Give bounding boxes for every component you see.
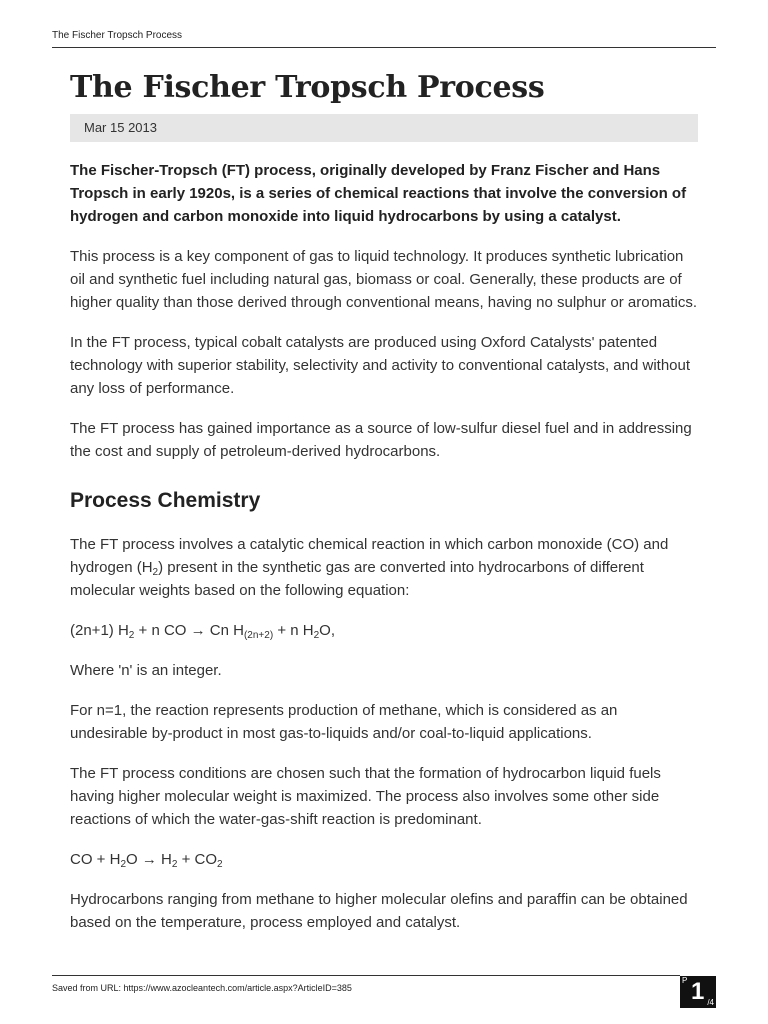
- page-number: 1: [691, 978, 705, 1005]
- paragraph-8: Hydrocarbons ranging from methane to higher molecular olefins and paraffin can be obtained based on the temperature, process employed and catalyst.: [70, 891, 688, 931]
- equation-water-gas-shift: CO + $H_2O \to H_2 + CO_2$: [70, 851, 223, 870]
- publish-date: Mar 15 2013: [84, 120, 157, 135]
- footer-source-url: Saved from URL: https://www.azocleantech.com/article.aspx?ArticleID=385: [52, 983, 352, 993]
- paragraph-6: For n=1, the reaction represents production of methane, which is considered as an undesirable by-product in most gas-to-liquids and/or coal-to-liquid applications.: [70, 702, 618, 742]
- paragraph-2: In the FT process, typical cobalt catalysts are produced using Oxford Catalysts' patented technology with superior stability, selectivity and activity to conventional catalysts, and without any loss of performance.: [70, 334, 691, 397]
- page-total: /4: [707, 998, 714, 1007]
- lead-paragraph: The Fischer-Tropsch (FT) process, originally developed by Franz Fischer and Hans Tropsch in early 1920s, is a series of chemical reactions that involve the conversion of hydrogen and carbon monoxide into liquid hydrocarbons by using a catalyst.: [70, 162, 687, 225]
- section-heading-process-chemistry: Process Chemistry: [70, 489, 261, 512]
- article: [70, 64, 698, 934]
- paragraph-1: This process is a key component of gas to liquid technology. It produces synthetic lubrication oil and synthetic fuel including natural gas, biomass or coal. Generally, these products are of higher quality than those derived through conventional means, having no sulphur or aromatics.: [70, 248, 698, 311]
- running-head: The Fischer Tropsch Process: [52, 30, 183, 41]
- page-label: P: [682, 976, 688, 985]
- footer-divider: [52, 975, 680, 976]
- paragraph-4: The FT process involves a catalytic chemical reaction in which carbon monoxide (CO) and hydrogen $(H_2)$ present in the synthetic gas are converted into hydrocarbons of different molecular weights based on the following equation:: [70, 536, 669, 599]
- date-bar: [70, 114, 698, 142]
- paragraph-3: The FT process has gained importance as a source of low-sulfur diesel fuel and in addressing the cost and supply of petroleum-derived hydrocarbons.: [70, 420, 692, 460]
- page-number-badge: [680, 976, 716, 1008]
- header-divider: [52, 47, 716, 48]
- paragraph-7: The FT process conditions are chosen such that the formation of hydrocarbon liquid fuels having higher molecular weight is maximized. The process also involves some other side reactions of which the water-gas-shift reaction is predominant.: [70, 765, 661, 828]
- paragraph-5: Where 'n' is an integer.: [70, 662, 222, 679]
- article-title: The Fischer Tropsch Process: [70, 70, 545, 105]
- equation-fischer-tropsch: (2n+1) $H_2 + n$ CO → Cn $H_{(2n+2)} + n$ $H_2O$,: [70, 622, 335, 641]
